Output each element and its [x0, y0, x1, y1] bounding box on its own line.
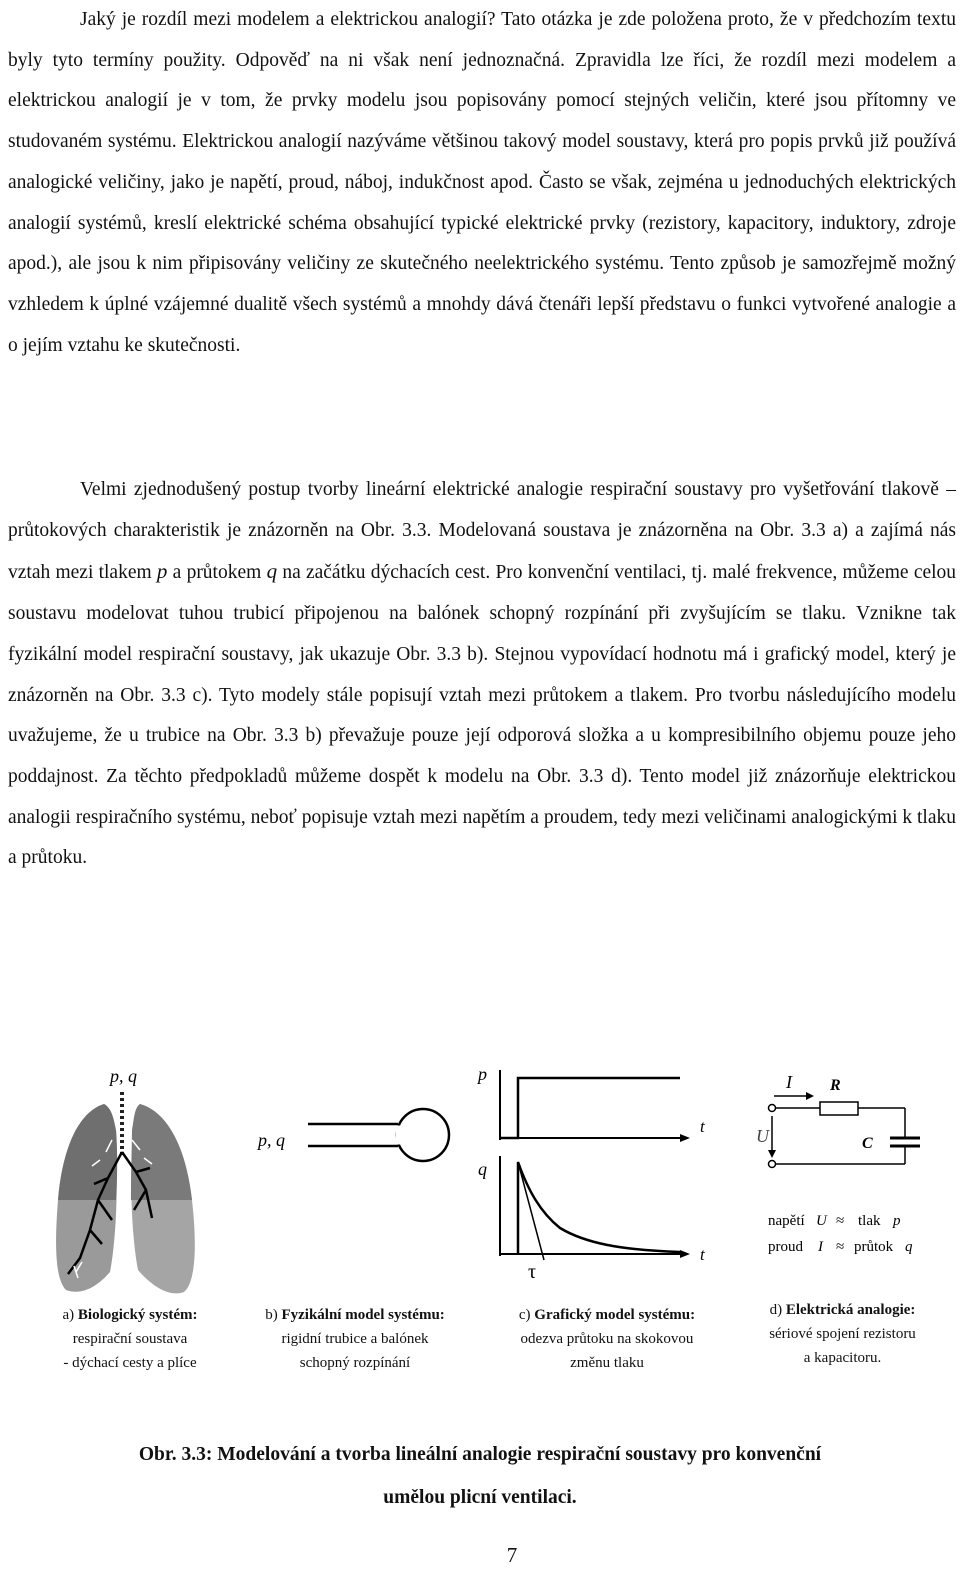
caption-d-prefix: d) [769, 1302, 783, 1318]
paragraph-1-text: Jaký je rozdíl mezi modelem a elektrickou analogií? Tato otázka je zde položena proto, že v předchozím textu byly tyto termíny použity. Odpověď na ni však není jednoznačná. Zpravidla lze říci, že rozdíl mezi modelem a elektrickou analogií je v tom, že prvky modelu jsou popisovány pomocí stejných veličin, které jsou přítomny ve studovaném systému. Elektrickou analogií nazýváme většinou takový model soustavy, která pro popis prvků již používá analogické veličiny, jako je napětí, proud, náboj, indukčnost apod. Často se však, zejména u jednoduchých elektrických analogií systémů, kreslí elektrické schéma obsahující typické elektrické prvky (rezistory, kapacitory, induktory, zdroje apod.), ale jsou k nim připisovány veličiny ze skutečného neelektrického systému. Tento způsob je samozřejmě možný vzhledem k úplné vzájemné dualitě všech systémů a mnohdy dává čtenáři lepší představu o funkci vytvořené analogie a o jejím vztahu ke skutečnosti. [8, 9, 956, 356]
left-lung-upper [58, 1104, 117, 1200]
a-label: p, q [110, 1066, 137, 1086]
caption-c-line2: odezva průtoku na skokovou [520, 1331, 694, 1347]
d-I-label: I [786, 1072, 792, 1092]
page-number: 7 [506, 1543, 518, 1567]
caption-a-line3: - dýchací cesty a plíce [63, 1355, 197, 1371]
caption-c [482, 1303, 732, 1375]
terminal-top [769, 1105, 776, 1112]
caption-d-line3: a kapacitoru. [803, 1350, 882, 1366]
caption-c-bold: Grafický model systému: [534, 1307, 696, 1323]
paragraph-2-text-b: na začátku dýchacích cest. Pro konvenční ventilaci, tj. malé frekvence, můžeme celou soustavu modelovat tuhou trubicí připojenou na balónek schopný rozpínání při zvyšujícím se tlaku. Vznikne tak fyzikální model respirační soustavy, jak ukazuje Obr. 3.3 b). Stejnou vypovídací hodnotu má i grafický model, který je znázorněn na Obr. 3.3 c). Tyto modely stále popisují vztah mezi průtokem a tlakem. Pro tvorbu následujícího modelu uvažujeme, že u trubice na Obr. 3.3 b) převažuje pouze její odporová složka a u kompresibilního objemu pouze jeho poddajnost. Za těchto předpokladů můžeme dospět k modelu na Obr. 3.3 d). Tento model již znázorňuje elektrickou analogii respiračního systému, neboť popisuje vztah mezi napětím a proudem, tedy mezi veličinami analogickými k tlaku a průtoku. [8, 562, 957, 869]
flow-response [518, 1162, 680, 1254]
t-axis-1-arrow [680, 1134, 690, 1142]
eq2-sym: ≈ [836, 1239, 845, 1255]
eq1-right: tlak [858, 1213, 881, 1229]
eq1-var2: p [893, 1213, 901, 1229]
figure-caption-line1: Obr. 3.3: Modelování a tvorba lineální analogie respirační soustavy pro konvenční [138, 1444, 822, 1465]
eq1-sym: ≈ [836, 1213, 845, 1229]
c-q-label: q [478, 1159, 487, 1179]
paragraph-2-text-mid: a průtokem [172, 562, 262, 584]
t-axis-2-arrow [680, 1250, 690, 1258]
caption-b [235, 1303, 475, 1375]
var-p: p [156, 559, 168, 584]
voltage-arrow-head [768, 1150, 776, 1158]
rc-circuit [756, 1072, 920, 1255]
tube-balloon-illustration [256, 1109, 449, 1161]
tangent-line [518, 1162, 544, 1260]
caption-a-title [10, 1303, 250, 1327]
c-t1-label: t [700, 1117, 705, 1136]
c-t2-label: t [700, 1245, 705, 1264]
d-C-label: C [862, 1135, 873, 1152]
caption-d-bold: Elektrická analogie: [785, 1302, 916, 1318]
eq1-var: U [816, 1213, 827, 1229]
eq2-right: průtok [854, 1239, 894, 1255]
b-label: p, q [258, 1130, 285, 1150]
c-tau-label: τ [528, 1261, 537, 1283]
c-p-label: p [478, 1064, 487, 1084]
caption-a-line2: respirační soustava [72, 1331, 188, 1347]
figure-caption [30, 1433, 930, 1519]
d-R-label: R [830, 1077, 841, 1094]
analogy-table [768, 1213, 913, 1255]
caption-b-prefix: b) [265, 1307, 278, 1323]
right-lung-upper [131, 1104, 192, 1200]
caption-d [725, 1298, 960, 1370]
caption-c-title [482, 1303, 732, 1327]
eq2-var: I [818, 1239, 823, 1255]
caption-b-line3: schopný rozpínání [299, 1355, 411, 1371]
paragraph-1 [8, 0, 956, 366]
caption-b-title [235, 1303, 475, 1327]
figure-caption-line2: umělou plicní ventilaci. [383, 1487, 577, 1508]
eq2-var2: q [905, 1239, 913, 1255]
caption-a-bold: Biologický systém: [77, 1307, 198, 1323]
eq2-left: proud [768, 1239, 803, 1255]
caption-b-bold: Fyzikální model systému: [281, 1307, 445, 1323]
balloon [397, 1109, 449, 1161]
caption-b-line2: rigidní trubice a balónek [281, 1331, 429, 1347]
terminal-bottom [769, 1161, 776, 1168]
d-U-label: U [756, 1126, 769, 1146]
resistor [820, 1102, 858, 1115]
var-q: q [266, 559, 278, 584]
caption-d-line2: sériové spojení rezistoru [769, 1326, 916, 1342]
graphic-model [476, 1064, 706, 1283]
caption-a-prefix: a) [62, 1307, 75, 1323]
balloon-opening [396, 1126, 400, 1145]
paragraph-2 [8, 470, 956, 879]
paragraph-2-text-a: Velmi zjednodušený postup tvorby lineární elektrické analogie respirační soustavy pro vyšetřování tlakově – průtokových charakteristik je znázorněn na Obr. 3.3. Modelovaná soustava je znázorněna na Obr. 3.3 a) a zajímá nás vztah mezi tlakem [8, 479, 956, 584]
caption-a [10, 1303, 250, 1375]
lungs-illustration [56, 1066, 195, 1293]
pressure-step [500, 1078, 680, 1138]
caption-c-prefix: c) [518, 1307, 531, 1323]
eq1-left: napětí [768, 1213, 805, 1229]
current-arrow-head [806, 1092, 814, 1100]
caption-c-line3: změnu tlaku [570, 1355, 644, 1371]
caption-d-title [725, 1298, 960, 1322]
